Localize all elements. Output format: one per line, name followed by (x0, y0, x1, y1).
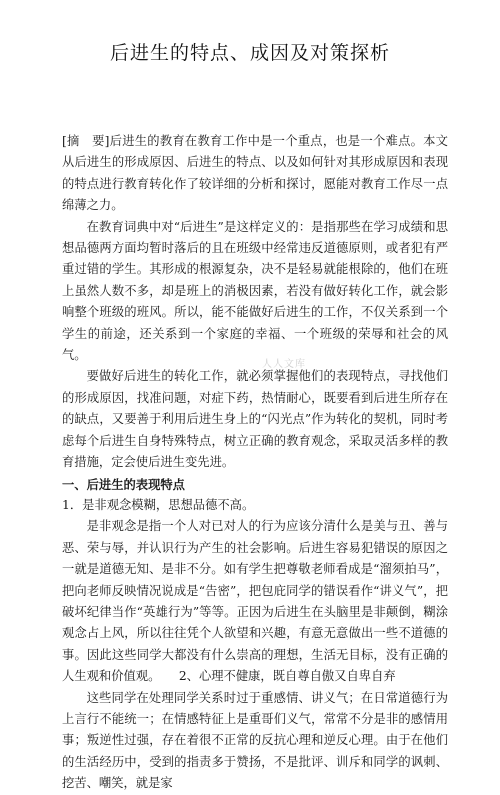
subsection-heading: 1．是非观念模糊，思想品德不高。 (62, 497, 255, 512)
abstract-text: 后进生的教育在教育工作中是一个重点，也是一个难点。本文从后进生的形成原因、后进生的特点、以及如何针对其形成原因和表现的特点进行教育转化作了较详细的分析和探讨，愿能对教育工作尽一点绵薄之力。 (62, 134, 448, 213)
paragraph: 要做好后进生的转化工作，就必须掌握他们的表现特点，寻找他们的形成原因，找准问题，对症下药，热情耐心，既要看到后进生所存在的缺点，又要善于利用后进生身上的“闪光点”作为转化的契机，同时考虑每个后进生自身特殊特点，树立正确的教育观念，采取灵活多样的教育措施，定会使后进生变先进。 (62, 369, 448, 470)
paragraph: 在教育词典中对“后进生”是这样定义的：是指那些在学习成绩和思想品德两方面均暂时落后的且在班级中经常违反道德原则，或者犯有严重过错的学生。其形成的根源复杂，决不是轻易就能根除的，他们在班上虽然人数不多，却是班上的消极因素，若没有做好转化工作，就会影响整个班级的班风。所以，能不能做好后进生的工作，不仅关系到一个学生的前途，还关系到一个家庭的幸福、一个班级的荣辱和社会的风气。 (62, 219, 448, 363)
paragraph: 这些同学在处理同学关系时过于重感情、讲义气；在日常道德行为上言行不能统一；在情感特征上是重哥们义气，常常不分是非的感情用事；叛逆性过强，存在着很不正常的反抗心理和逆反心理。由于在他们的生活经历中，受到的指责多于赞扬，不是批评、训斥和同学的讽刺、挖苦、嘲笑，就是家 (62, 690, 448, 791)
document-body (62, 131, 448, 795)
paragraph: 是非观念是指一个人对已对人的行为应该分清什么是美与丑、善与恶、荣与辱，并认识行为产生的社会影响。后进生容易犯错误的原因之一就是道德无知、是非不分。如有学生把尊敬老师看成是“溜须拍马”，把向老师反映情况说成是“告密”，把包庇同学的错误看作“讲义气”，把破坏纪律当作“英雄行为”等等。正因为后进生在头脑里是非颠倒，糊涂观念占上风，所以往往凭个人欲望和兴趣，有意无意做出一些不道德的事。因此这些同学大都没有什么崇高的理想，生活无目标，没有正确的人生观和价值观。 2、心理不健康，既自尊自傲又自卑自弃 (62, 519, 448, 684)
section-heading: 一、后进生的表现特点 (62, 476, 185, 492)
abstract-label: [摘 要] (62, 134, 110, 148)
abstract-paragraph (62, 131, 448, 217)
document-title: 后进生的特点、成因及对策探析 (109, 42, 390, 64)
watermark: 人人文库 (262, 359, 306, 370)
